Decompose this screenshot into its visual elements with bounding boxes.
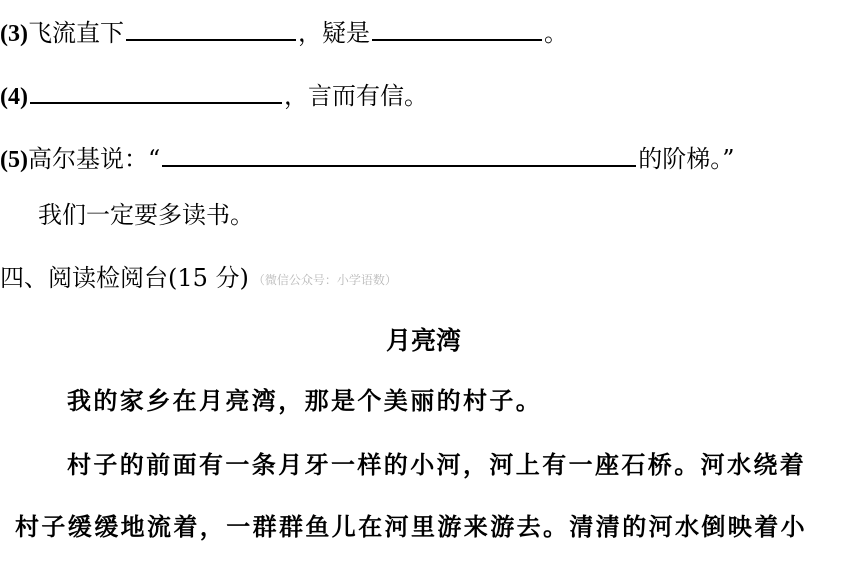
question-5-suffix: 的阶梯。” [638, 145, 735, 173]
question-5-line [0, 141, 735, 172]
watermark-note: （微信公众号：小学语数） [252, 273, 397, 287]
question-3-blank-1[interactable] [126, 15, 296, 41]
question-5-continuation: 我们一定要多读书。 [38, 201, 254, 229]
reading-paragraph-3: 村子缓缓地流着，一群群鱼儿在河里游来游去。清清的河水倒映着小 [15, 512, 807, 541]
question-3-blank-2[interactable] [372, 15, 542, 41]
reading-section-heading [0, 266, 397, 290]
reading-paragraph-1: 我的家乡在月亮湾，那是个美丽的村子。 [67, 386, 543, 415]
question-4-number: (4) [0, 84, 28, 110]
question-4-blank[interactable] [30, 78, 282, 104]
question-3-suffix: 。 [543, 19, 568, 47]
section-heading-text: 四、阅读检阅台(15 分) [0, 264, 249, 292]
reading-title: 月亮湾 [385, 326, 461, 355]
question-5-number: (5) [0, 147, 28, 173]
question-5-blank[interactable] [162, 141, 636, 167]
question-4-line [0, 78, 428, 109]
question-3-prefix: 飞流直下 [27, 19, 124, 47]
question-3-middle: ，疑是 [297, 19, 370, 47]
question-4-suffix: ，言而有信。 [283, 82, 428, 110]
question-3-number: (3) [0, 21, 28, 47]
question-3-line [0, 15, 568, 46]
question-5-prefix: 高尔基说：“ [27, 145, 161, 173]
reading-paragraph-2: 村子的前面有一条月牙一样的小河，河上有一座石桥。河水绕着 [67, 450, 807, 479]
